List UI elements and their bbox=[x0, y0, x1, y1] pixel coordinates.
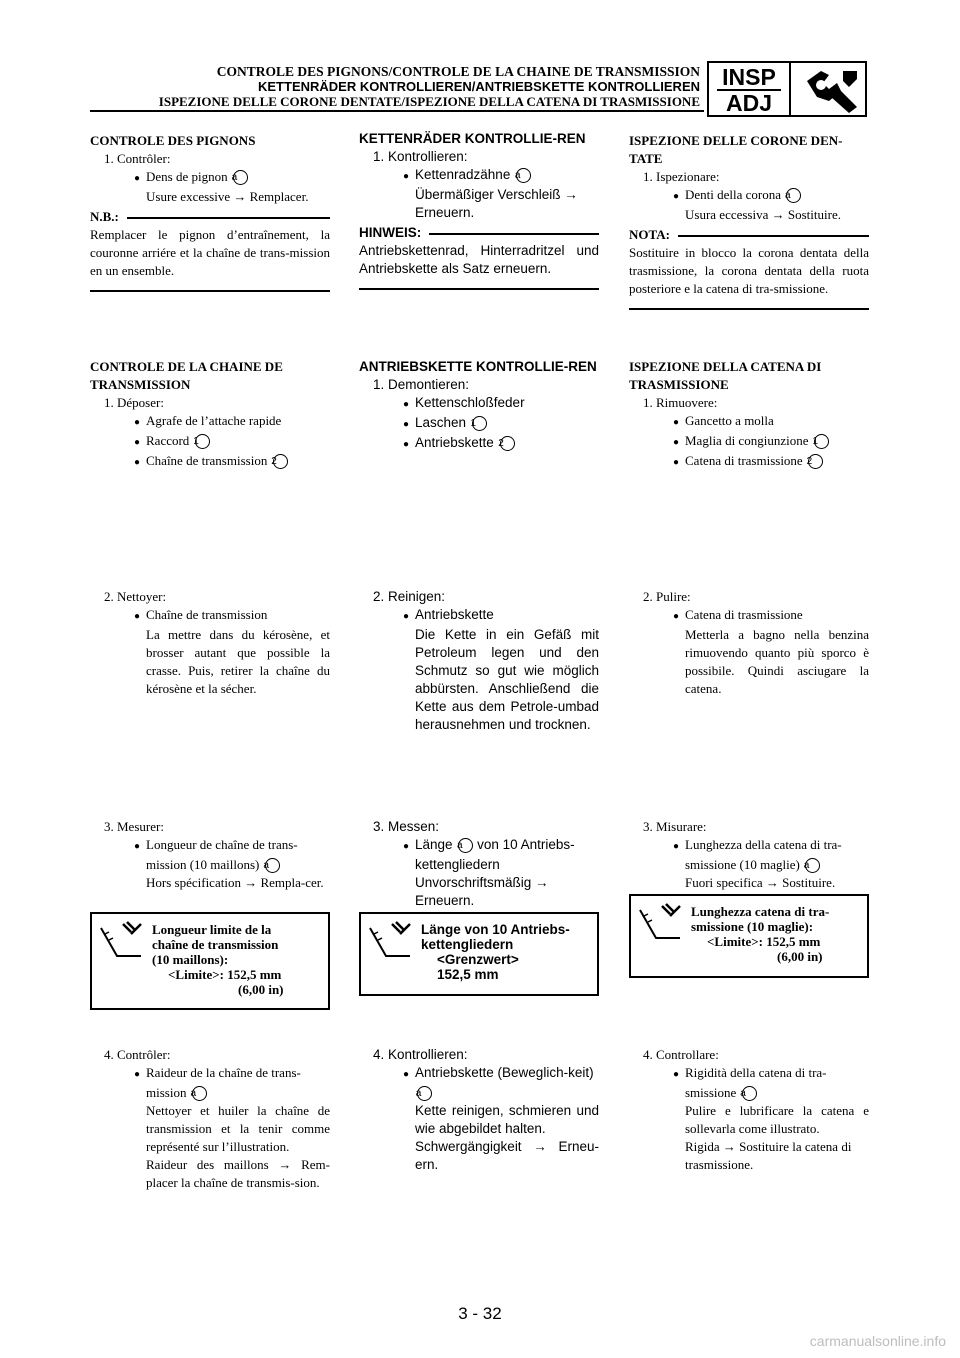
de-check-sub-1: Kette reinigen, schmieren und wie abgebildet halten. bbox=[415, 1103, 599, 1136]
it-measure-sub: Fuori specifica → Sostituire. bbox=[685, 875, 836, 890]
fr-clean-step: 2. Nettoyer: bbox=[104, 589, 167, 604]
de-check-sub-2: Schwergängigkeit → Erneu-ern. bbox=[415, 1139, 599, 1172]
it-clean-step: 2. Pulire: bbox=[643, 589, 691, 604]
bullet-icon: ● bbox=[673, 1069, 680, 1080]
ref-a-icon: a bbox=[233, 170, 248, 185]
ref-2-icon: 2 bbox=[273, 454, 288, 469]
fr-note bbox=[90, 208, 330, 292]
de-measure-step: 3. Messen: bbox=[373, 819, 440, 834]
bullet-icon: ● bbox=[673, 437, 680, 448]
header-rule bbox=[90, 110, 704, 112]
fr-sprocket-step1: 1. Contrôler: bbox=[104, 151, 171, 166]
bullet-icon: ● bbox=[403, 399, 410, 410]
ref-a-icon: a bbox=[458, 838, 473, 853]
measuring-tool-icon bbox=[97, 920, 145, 960]
ref-a-icon: a bbox=[786, 188, 801, 203]
fr-measure-sub: Hors spécification → Rempla-cer. bbox=[146, 875, 324, 890]
de-spec-title-2: kettengliedern bbox=[421, 937, 514, 952]
fr-clean-sub: La mettre dans du kérosène, et brosser autant que possible la crasse. Puis, retirer la chaîne du kérosène et la sécher. bbox=[146, 627, 330, 696]
ref-1-icon: 1 bbox=[814, 434, 829, 449]
fr-chain-bullet-3: ● Chaîne de transmission 2 bbox=[90, 452, 330, 472]
bullet-icon: ● bbox=[134, 457, 141, 468]
bullet-icon: ● bbox=[403, 419, 410, 430]
de-sprocket-bullet: ● Kettenradzähne a bbox=[359, 166, 599, 186]
it-note bbox=[629, 226, 869, 310]
fr-chain-title: CONTROLE DE LA CHAINE DE TRANSMISSION bbox=[90, 359, 283, 392]
de-measure-bullet: ● Länge a von 10 Antriebs-kettengliedern bbox=[403, 837, 575, 872]
fr-clean-bullet: ● Chaîne de transmission bbox=[90, 606, 330, 626]
it-check-sub-1: Pulire e lubrificare la catena e sollevarla come illustrato. bbox=[685, 1103, 869, 1136]
it-spec-title-1: Lunghezza catena di tra- bbox=[691, 904, 830, 919]
bullet-icon: ● bbox=[673, 611, 680, 622]
it-sprocket-bullet: ● Denti della corona a bbox=[629, 186, 869, 206]
fr-note-title: N.B.: bbox=[90, 209, 119, 224]
it-check-sub-2: Rigida → Sostituire la catena di trasmissione. bbox=[685, 1139, 852, 1172]
fr-clean-section bbox=[90, 588, 330, 698]
bullet-icon: ● bbox=[403, 439, 410, 450]
de-clean-step: 2. Reinigen: bbox=[373, 589, 446, 604]
fr-sprocket-bullet: ● Dens de pignon a bbox=[90, 168, 330, 188]
ref-a-icon: a bbox=[805, 858, 820, 873]
de-spec-title-1: Länge von 10 Antriebs- bbox=[421, 922, 570, 937]
it-note-text: Sostituire in blocco la corona dentata della trasmissione, la corona dentata della ruota posteriore e la catena di tra-smissione. bbox=[629, 245, 869, 296]
de-chain-title: ANTRIEBSKETTE KONTROLLIE-REN bbox=[359, 359, 597, 374]
bullet-icon: ● bbox=[673, 841, 680, 852]
bullet-icon: ● bbox=[673, 417, 680, 428]
ref-a-icon: a bbox=[265, 858, 280, 873]
section-badge bbox=[707, 61, 867, 117]
bullet-icon: ● bbox=[403, 611, 410, 622]
de-chain-bullet-1: ● Kettenschloßfeder bbox=[359, 394, 599, 414]
it-chain-bullet-1: ● Gancetto a molla bbox=[629, 412, 869, 432]
fr-chain-step1: 1. Déposer: bbox=[104, 395, 164, 410]
de-measure-section bbox=[359, 818, 599, 910]
fr-measure-section bbox=[90, 818, 330, 892]
fr-sprocket-section bbox=[90, 132, 330, 292]
it-check-step: 4. Controllare: bbox=[643, 1047, 719, 1062]
it-spec-title-2: smissione (10 maglie): bbox=[691, 919, 814, 934]
de-measure-sub: Unvorschriftsmäßig → Erneuern. bbox=[415, 875, 549, 908]
measuring-tool-icon bbox=[636, 902, 684, 942]
page-number: 3 - 32 bbox=[458, 1304, 502, 1323]
fr-spec-value-2: (6,00 in) bbox=[238, 982, 284, 997]
bullet-icon: ● bbox=[134, 1069, 141, 1080]
it-chain-bullet-2: ● Maglia di congiunzione 1 bbox=[629, 432, 869, 452]
fr-spec-box bbox=[90, 912, 330, 1010]
it-chain-section bbox=[629, 358, 869, 472]
de-note-text: Antriebskettenrad, Hinterradritzel und Antriebskette als Satz erneuern. bbox=[359, 243, 599, 276]
bullet-icon: ● bbox=[673, 457, 680, 468]
de-chain-section bbox=[359, 358, 599, 454]
de-chain-bullet-3: ● Antriebskette 2 bbox=[359, 434, 599, 454]
fr-chain-bullet-2: ● Raccord 1 bbox=[90, 432, 330, 452]
fr-spec-title-1: Longueur limite de la bbox=[152, 922, 272, 937]
it-spec-value-1: <Limite>: 152,5 mm bbox=[707, 934, 821, 949]
de-chain-bullet-2: ● Laschen 1 bbox=[359, 414, 599, 434]
badge-adj: ADJ bbox=[725, 90, 772, 116]
it-sprocket-section bbox=[629, 132, 869, 310]
header-line-de: KETTENRÄDER KONTROLLIEREN/ANTRIEBSKETTE KONTROLLIEREN bbox=[258, 79, 700, 94]
badge-insp: INSP bbox=[717, 65, 781, 91]
header-line-it: ISPEZIONE DELLE CORONE DENTATE/ISPEZIONE DELLA CATENA DI TRASMISSIONE bbox=[158, 94, 700, 109]
fr-chain-section bbox=[90, 358, 330, 472]
measuring-tool-icon bbox=[366, 920, 414, 960]
bullet-icon: ● bbox=[134, 841, 141, 852]
fr-check-sub-1: Nettoyer et huiler la chaîne de transmission et la tenir comme représenté sur l’illustration. bbox=[146, 1103, 330, 1154]
ref-a-icon: a bbox=[417, 1086, 432, 1101]
bullet-icon: ● bbox=[134, 417, 141, 428]
bullet-icon: ● bbox=[673, 191, 680, 202]
it-measure-section bbox=[629, 818, 869, 892]
de-note bbox=[359, 224, 599, 290]
de-chain-step1: 1. Demontieren: bbox=[373, 377, 470, 392]
it-check-section bbox=[629, 1046, 869, 1174]
it-chain-title: ISPEZIONE DELLA CATENA DI TRASMISSIONE bbox=[629, 359, 822, 392]
wrench-tool-icon bbox=[799, 67, 861, 113]
ref-2-icon: 2 bbox=[808, 454, 823, 469]
it-chain-step1: 1. Rimuovere: bbox=[643, 395, 718, 410]
de-note-title: HINWEIS: bbox=[359, 225, 422, 240]
ref-a-icon: a bbox=[516, 168, 531, 183]
page-header bbox=[86, 64, 700, 109]
it-sprocket-step1: 1. Ispezionare: bbox=[643, 169, 720, 184]
watermark: carmanualsonline.info bbox=[809, 1333, 946, 1349]
fr-check-step: 4. Contrôler: bbox=[104, 1047, 171, 1062]
it-measure-bullet: ● Lunghezza della catena di tra-smissione (10 maglie) a bbox=[673, 837, 842, 872]
fr-measure-step: 3. Mesurer: bbox=[104, 819, 164, 834]
bullet-icon: ● bbox=[134, 437, 141, 448]
it-chain-bullet-3: ● Catena di trasmissione 2 bbox=[629, 452, 869, 472]
de-check-step: 4. Kontrollieren: bbox=[373, 1047, 468, 1062]
bullet-icon: ● bbox=[403, 171, 410, 182]
fr-sprocket-title: CONTROLE DES PIGNONS bbox=[90, 133, 256, 148]
it-spec-value-2: (6,00 in) bbox=[777, 949, 823, 964]
it-sprocket-title: ISPEZIONE DELLE CORONE DEN-TATE bbox=[629, 133, 843, 166]
fr-chain-bullet-1: ● Agrafe de l’attache rapide bbox=[90, 412, 330, 432]
ref-2-icon: 2 bbox=[500, 436, 515, 451]
it-measure-step: 3. Misurare: bbox=[643, 819, 707, 834]
de-spec-value-2: 152,5 mm bbox=[437, 967, 499, 982]
de-clean-sub: Die Kette in ein Gefäß mit Petroleum legen und den Schmutz so gut wie möglich abbürsten. Anschließend die Kette aus dem Petrole-umbad herausnehmen und trocknen. bbox=[415, 627, 599, 732]
de-sprocket-step1: 1. Kontrollieren: bbox=[373, 149, 468, 164]
bullet-icon: ● bbox=[134, 173, 141, 184]
fr-sprocket-sub: Usure excessive → Remplacer. bbox=[146, 189, 309, 204]
it-note-title: NOTA: bbox=[629, 227, 670, 242]
it-sprocket-sub: Usura eccessiva → Sostituire. bbox=[685, 207, 841, 222]
it-clean-sub: Metterla a bagno nella benzina rimuovendo quanto più sporco è possibile. Quindi asciugare la catena. bbox=[685, 627, 869, 696]
fr-spec-value-1: <Limite>: 152,5 mm bbox=[168, 967, 282, 982]
ref-a-icon: a bbox=[192, 1086, 207, 1101]
fr-check-bullet: ● Raideur de la chaîne de trans-mission a bbox=[134, 1065, 301, 1100]
fr-note-text: Remplacer le pignon d’entraînement, la couronne arriére et la chaîne de trans-mission en un ensemble. bbox=[90, 227, 330, 278]
de-clean-section bbox=[359, 588, 599, 734]
de-check-bullet: ● Antriebskette (Beweglich-keit) a bbox=[403, 1065, 594, 1099]
de-check-section bbox=[359, 1046, 599, 1174]
de-clean-bullet: ● Antriebskette bbox=[359, 606, 599, 626]
bullet-icon: ● bbox=[134, 611, 141, 622]
ref-1-icon: 1 bbox=[472, 416, 487, 431]
de-spec-value-1: <Grenzwert> bbox=[437, 952, 519, 967]
fr-check-sub-2: Raideur des maillons → Rem-placer la chaîne de transmis-sion. bbox=[146, 1157, 330, 1190]
ref-a-icon: a bbox=[742, 1086, 757, 1101]
it-clean-section bbox=[629, 588, 869, 698]
ref-1-icon: 1 bbox=[195, 434, 210, 449]
fr-check-section bbox=[90, 1046, 330, 1192]
it-check-bullet: ● Rigidità della catena di tra-smissione a bbox=[673, 1065, 827, 1100]
fr-spec-title-2: chaîne de transmission bbox=[152, 937, 279, 952]
it-spec-box bbox=[629, 894, 869, 978]
it-clean-bullet: ● Catena di trasmissione bbox=[629, 606, 869, 626]
fr-measure-bullet: ● Longueur de chaîne de trans-mission (10 maillons) a bbox=[134, 837, 298, 872]
de-sprocket-sub: Übermäßiger Verschleiß → Erneuern. bbox=[415, 187, 578, 220]
fr-spec-title-3: (10 maillons): bbox=[152, 952, 229, 967]
header-line-fr: CONTROLE DES PIGNONS/CONTROLE DE LA CHAINE DE TRANSMISSION bbox=[216, 64, 700, 79]
bullet-icon: ● bbox=[403, 1069, 410, 1080]
de-sprocket-section bbox=[359, 130, 599, 290]
de-sprocket-title: KETTENRÄDER KONTROLLIE-REN bbox=[359, 131, 586, 146]
de-spec-box bbox=[359, 912, 599, 996]
bullet-icon: ● bbox=[403, 841, 410, 852]
